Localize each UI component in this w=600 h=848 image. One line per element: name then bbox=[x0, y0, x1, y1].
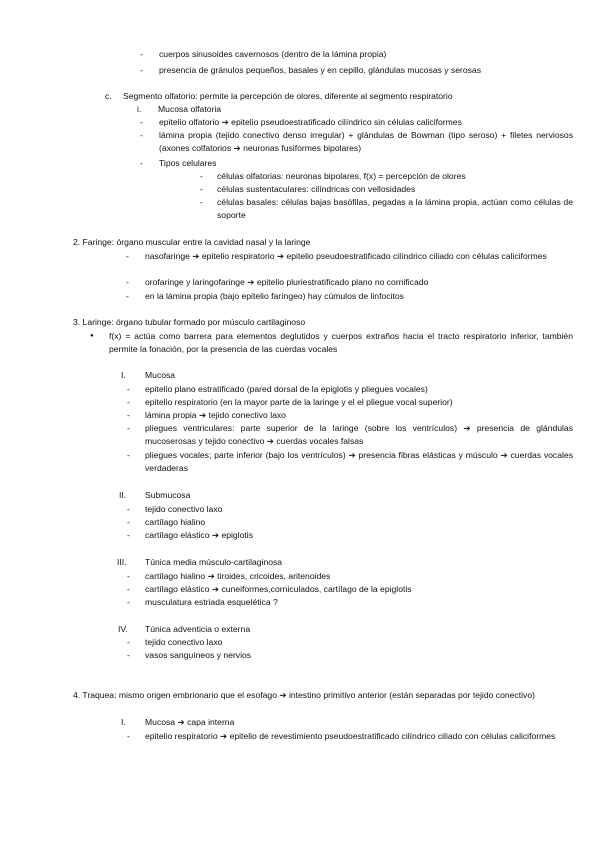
dash-marker: - bbox=[127, 571, 130, 581]
dash-marker: - bbox=[127, 397, 130, 407]
subsection-title: Mucosa olfatoria bbox=[158, 104, 222, 114]
list-item: cartílago elástico ➔ cuneiformes,corniculados, cartílago de la epiglotis bbox=[145, 584, 412, 594]
list-item: nasofaringe ➔ epitelio respiratorio ➔ epitelio pseudoestratificado cilíndrico ciliado con células caliciformes bbox=[145, 251, 547, 261]
list-marker: i. bbox=[137, 104, 142, 114]
bullet-marker: ● bbox=[90, 333, 94, 339]
list-item: cuerpos sinusoides cavernosos (dentro de la lámina propia) bbox=[159, 49, 387, 59]
dash-marker: - bbox=[200, 184, 203, 194]
list-marker: c. bbox=[105, 91, 112, 101]
subsection-title: Mucosa bbox=[145, 370, 176, 380]
dash-marker: - bbox=[127, 450, 130, 460]
list-item: epitelio olfatorio ➔ epitelio pseudoestratificado cilíndrico sin células caliciformes bbox=[159, 117, 462, 127]
dash-marker: - bbox=[127, 584, 130, 594]
list-item: células olfatorias: neuronas bipolares, f(x) = percepción de olores bbox=[217, 171, 466, 181]
section-heading: 3. Laringe: órgano tubular formado por músculo cartilaginoso bbox=[73, 317, 306, 327]
list-item: pliegues vocales; parte inferior (bajo los ventrículos) ➔ presencia fibras elásticas y músculo ➔ cuerdas vocales verdaderas bbox=[145, 450, 573, 473]
list-marker: IV. bbox=[118, 624, 128, 634]
dash-marker: - bbox=[127, 504, 130, 514]
dash-marker: - bbox=[127, 597, 130, 607]
dash-marker: - bbox=[127, 384, 130, 394]
dash-marker: - bbox=[127, 650, 130, 660]
list-item: cartílago hialino bbox=[145, 517, 206, 527]
list-item: lámina propia ➔ tejido conectivo laxo bbox=[145, 410, 286, 420]
dash-marker: - bbox=[140, 49, 143, 59]
dash-marker: - bbox=[127, 517, 130, 527]
list-marker: I. bbox=[121, 370, 126, 380]
list-marker: III. bbox=[117, 557, 127, 567]
dash-marker: - bbox=[127, 410, 130, 420]
dash-marker: - bbox=[126, 291, 129, 301]
list-item: lámina propia (tejido conectivo denso irregular) + glándulas de Bowman (tipo seroso) + filetes nerviosos (axones colfatorios ➔ neuronas fusiformes bipolares) bbox=[159, 130, 573, 153]
section-heading: Segmento olfatorio: permite la percepción de olores, diferente al segmento respiratorio bbox=[123, 91, 453, 101]
subsection-title: Túnica media músculo-cartilaginosa bbox=[145, 557, 283, 567]
list-item: orofaringe y laringofaringe ➔ epitelio pluriestratificado plano no cornificado bbox=[145, 277, 429, 287]
list-item: vasos sanguíneos y nervios bbox=[145, 650, 252, 660]
list-item: células basales: células bajas basófilas, pegadas a la lámina propia, actúan como células de soporte bbox=[217, 197, 573, 220]
dash-marker: - bbox=[200, 171, 203, 181]
list-item: pliegues ventriculares: parte superior de la laringe (sobre los ventrículos) ➔ presencia de glándulas mucoserosas y tejido conectivo ➔ cuerdas vocales falsas bbox=[145, 423, 573, 446]
dash-marker: - bbox=[126, 277, 129, 287]
list-item: tejido conectivo laxo bbox=[145, 504, 223, 514]
dash-marker: - bbox=[140, 117, 143, 127]
dash-marker: - bbox=[127, 530, 130, 540]
subsection-title: Túnica adventicia o externa bbox=[145, 624, 251, 634]
subsection-title: Submucosa bbox=[145, 490, 191, 500]
list-item: cartílago elástico ➔ epiglotis bbox=[145, 530, 253, 540]
list-item: musculatura estriada esquelética ? bbox=[145, 597, 278, 607]
subsection-title: Mucosa ➔ capa interna bbox=[145, 717, 235, 727]
dash-marker: - bbox=[126, 251, 129, 261]
section-heading: 4. Traquea: mismo origen embrionario que el esofago ➔ intestino primitivo anterior (están separadas por tejido conectivo) bbox=[73, 690, 535, 700]
list-item: células sustentaculares: cilíndricas con vellosidades bbox=[217, 184, 416, 194]
list-item: epitelio plano estratificado (pared dorsal de la epiglotis y pliegues vocales) bbox=[145, 384, 428, 394]
dash-marker: - bbox=[127, 731, 130, 741]
section-heading: 2. Faringe: órgano muscular entre la cavidad nasal y la laringe bbox=[73, 237, 311, 247]
list-marker: II. bbox=[119, 490, 127, 500]
list-item: Tipos celulares bbox=[159, 158, 217, 168]
list-item: presencia de gránulos pequeños, basales y en cepillo. glándulas mucosas y serosas bbox=[159, 65, 481, 75]
dash-marker: - bbox=[140, 158, 143, 168]
dash-marker: - bbox=[127, 637, 130, 647]
list-item: epitelio respiratorio (en la mayor parte de la laringe y el el pliegue vocal superior) bbox=[145, 397, 453, 407]
list-marker: I. bbox=[121, 717, 126, 727]
list-item: en la lámina propia (bajo epitelio faríngeo) hay cúmulos de linfocitos bbox=[145, 291, 404, 301]
dash-marker: - bbox=[127, 423, 130, 433]
list-item: epitelio respiratorio ➔ epitelio de revestimiento pseudoestratificado cilíndrico ciliado con células caliciformes bbox=[145, 731, 556, 741]
list-item: cartílago hialino ➔ tiroides, cricoides, aritenoides bbox=[145, 571, 331, 581]
dash-marker: - bbox=[200, 197, 203, 207]
list-item: tejido conectivo laxo bbox=[145, 637, 223, 647]
dash-marker: - bbox=[140, 65, 143, 75]
dash-marker: - bbox=[140, 130, 143, 140]
list-item: f(x) = actúa como barrera para elementos deglutidos y cuerpos extraños hacia el tracto respiratorio inferior, también permite la fonación, por la presencia de las cuerdas vocales bbox=[109, 331, 573, 354]
